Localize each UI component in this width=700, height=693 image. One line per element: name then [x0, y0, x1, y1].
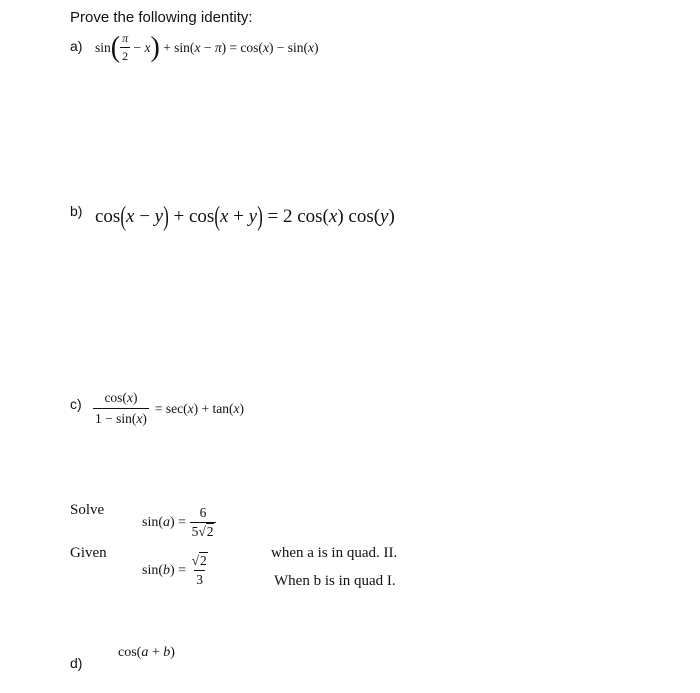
part-c-label: c)	[70, 396, 82, 412]
page-heading: Prove the following identity:	[70, 9, 253, 26]
solve-label: Solve	[70, 502, 105, 518]
equation-sin-b: sin(b) = $\frac{√2}{3}$	[142, 553, 207, 587]
equation-a: sin ( $\frac{\pi}{2}$ − x ) + sin(x − π) = cos(x) − sin(x)	[95, 30, 319, 64]
equation-sin-a: sin(a) = $\frac{6}{5√2}$	[142, 505, 216, 540]
condition-b: When b is in quad I.	[274, 573, 396, 589]
given-label: Given	[70, 545, 107, 561]
part-d-label: d)	[70, 655, 83, 671]
equation-b: cos(x − y) + cos(x + y) = 2 cos(x) cos(y)	[95, 201, 395, 232]
equation-c: $\frac{\cos(x)}{1 - \sin(x)}$ = sec(x) + tan(x)	[95, 390, 244, 426]
equation-d: cos(a + b)	[118, 645, 175, 660]
part-b-label: b)	[70, 203, 83, 219]
part-a-label: a)	[70, 38, 83, 54]
condition-a: when a is in quad. II.	[271, 545, 398, 561]
